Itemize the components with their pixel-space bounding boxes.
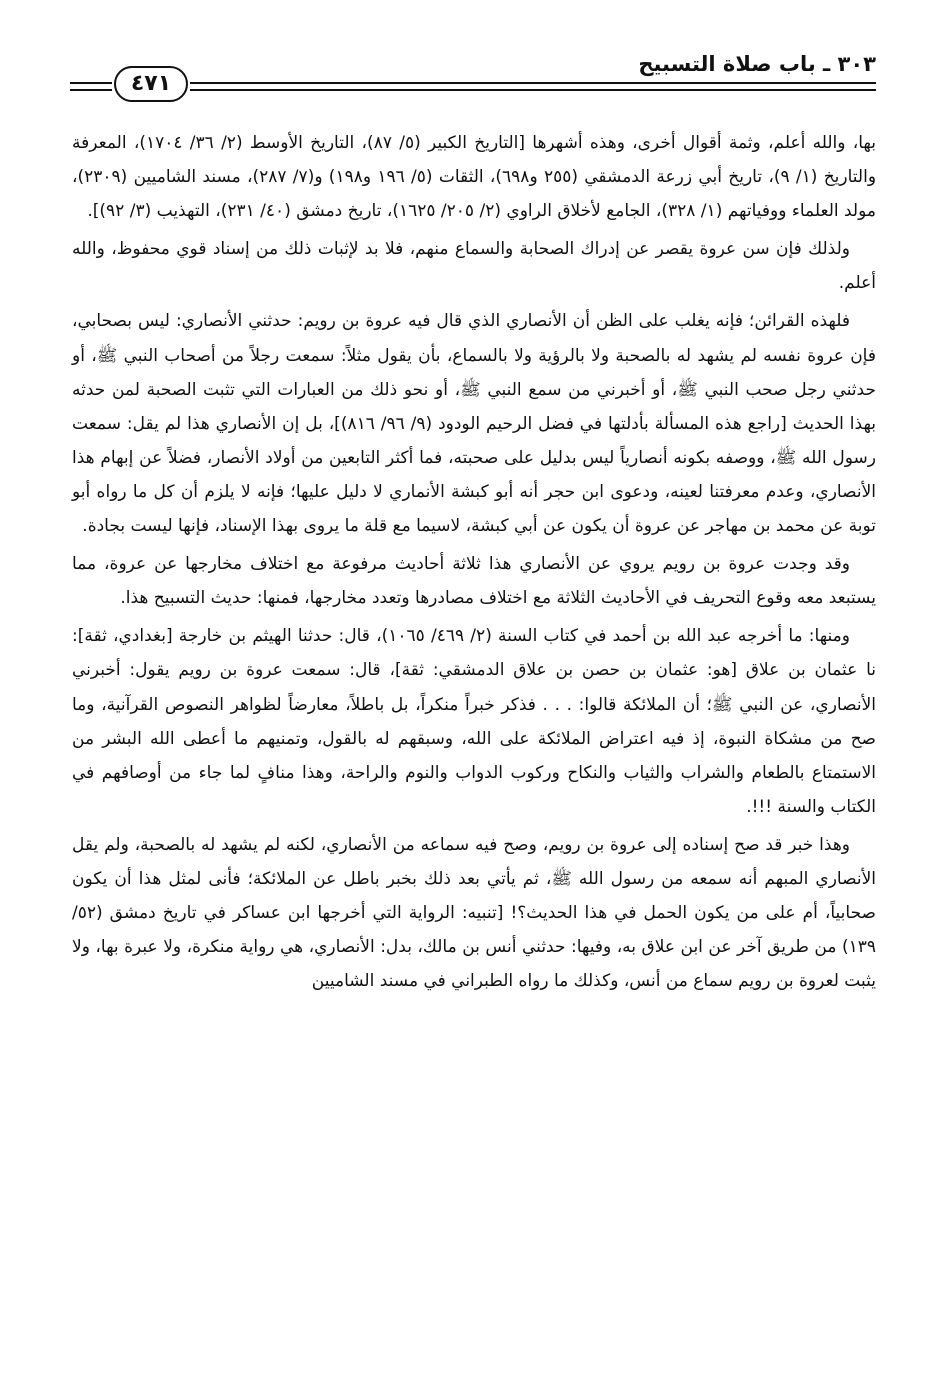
paragraph: ومنها: ما أخرجه عبد الله بن أحمد في كتاب السنة (٢/ ٤٦٩/ ١٠٦٥)، قال: حدثنا الهيثم بن خارجة [بغدادي، ثقة]: نا عثمان بن علاق [هو: عثمان بن حصن بن علاق الدمشقي: ثقة]، قال: سمعت عروة بن رويم يقول: أخبرني الأنصاري، عن النبي ﷺ؛ أن الملائكة قالوا: . . . فذكر خبراً منكراً، بل باطلاً، معارضاً لظواهر النصوص القرآنية، وما صح من مشكاة النبوة، إذ فيه اعتراض الملائكة على الله، وسبقهم له بالقول، وتمنيهم ما أعطى الله البشر من الاستمتاع بالطعام والشراب والثياب والنكاح وركوب الدواب والنوم والراحة، وهذا منافٍ لما جاء من أوصافهم في الكتاب والسنة !!!. (72, 626, 876, 817)
page-body (72, 126, 876, 1002)
header-rule-right (190, 82, 876, 91)
page-number-badge: ٤٧١ (114, 66, 188, 102)
paragraph: وقد وجدت عروة بن رويم يروي عن الأنصاري هذا ثلاثة أحاديث مرفوعة مع اختلاف مخارجها عن عروة، مما يستبعد معه وقوع التحريف في الأحاديث الثلاثة مع اختلاف مصادرها وتعدد مخارجها، فمنها: حديث التسبيح هذا. (72, 554, 876, 609)
header-rule-left (70, 82, 112, 91)
paragraph: وهذا خبر قد صح إسناده إلى عروة بن رويم، وصح فيه سماعه من الأنصاري، لكنه لم يشهد له بالصحبة، ولم يقل الأنصاري المبهم أنه سمعه من رسول الله ﷺ، ثم يأتي بعد ذلك بخبر باطل عن الملائكة؛ فأنى لمثل هذا أن يكون صحابياً، أم على من يكون الحمل في هذا الحديث؟! [تنبيه: الرواية التي أخرجها ابن عساكر في تاريخ دمشق (٥٢/ ١٣٩) من طريق آخر عن ابن علاق به، وفيها: حدثني أنس بن مالك، بدل: الأنصاري، هي رواية منكرة، ولا عبرة بها، ولا يثبت لعروة بن رويم سماع من أنس، وكذلك ما رواه الطبراني في مسند الشاميين (72, 834, 876, 992)
paragraph: فلهذه القرائن؛ فإنه يغلب على الظن أن الأنصاري الذي قال فيه عروة بن رويم: حدثني الأنصاري: ليس بصحابي، فإن عروة نفسه لم يشهد له بالصحبة ولا بالرؤية ولا بالسماع، بأن يقول مثلاً: سمعت رجلاً من أصحاب النبي ﷺ، أو حدثني رجل صحب النبي ﷺ، أو أخبرني من سمع النبي ﷺ، أو نحو ذلك من العبارات التي تثبت الصحبة لمن حدثه بهذا الحديث [راجع هذه المسألة بأدلتها في فضل الرحيم الودود (٩/ ٩٦/ ٨١٦)]، بل إن الأنصاري هذا لم يقل: سمعت رسول الله ﷺ، ووصفه بكونه أنصارياً ليس بدليل على صحبته، فما أكثر التابعين من أولاد الأنصار، فضلاً عن إبهام هذا الأنصاري، وعدم معرفتنا لعينه، ودعوى ابن حجر أنه أبو كبشة الأنماري لا دليل عليها؛ فإنه لا يلزم أن كل ما رواه أبو توبة عن محمد بن مهاجر عن عروة أن يكون عن أبي كبشة، لاسيما مع قلة ما يروى بهذا الإسناد، فإنها ليست بجادة. (72, 311, 877, 537)
paragraph: ولذلك فإن سن عروة يقصر عن إدراك الصحابة والسماع منهم، فلا بد لإثبات ذلك من إسناد قوي محفوظ، والله أعلم. (72, 239, 876, 294)
paragraph: بها، والله أعلم، وثمة أقوال أخرى، وهذه أشهرها [التاريخ الكبير (٥/ ٨٧)، التاريخ الأوسط (٢/ ٣٦/ ١٧٠٤)، المعرفة والتاريخ (١/ ٩)، تاريخ أبي زرعة الدمشقي (٢٥٥ و٦٩٨)، الثقات (٥/ ١٩٦ و١٩٨) و(٧/ ٢٨٧)، مسند الشاميين (٢٣٠٩)، مولد العلماء ووفياتهم (١/ ٣٢٨)، الجامع لأخلاق الراوي (٢/ ٢٠٥/ ١٦٢٥)، تاريخ دمشق (٤٠/ ٢٣١)، التهذيب (٣/ ٩٢)]. (72, 133, 877, 222)
running-title: ٣٠٣ ـ باب صلاة التسبيح (638, 52, 876, 76)
page-header (70, 52, 876, 112)
